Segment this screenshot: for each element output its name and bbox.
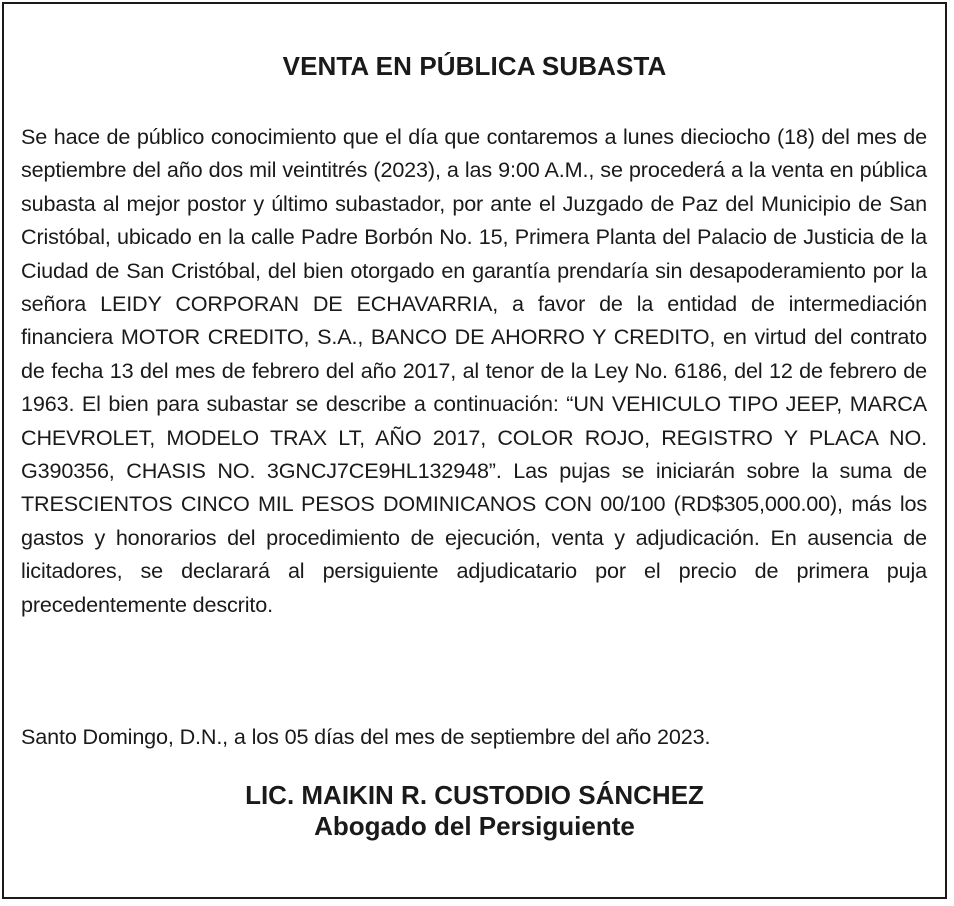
notice-body: Se hace de público conocimiento que el día que contaremos a lunes dieciocho (18) del mes de septiembre del año dos mil veintitrés (2023), a las 9:00 A.M., se procederá a la venta en pública subasta al mejor postor y último subastador, por ante el Juzgado de Paz del Municipio de San Cristóbal, ubicado en la calle Padre Borbón No. 15, Primera Planta del Palacio de Justicia de la Ciudad de San Cristóbal, del bien otorgado en garantía prendaría sin desapoderamiento por la señora LEIDY CORPORAN DE ECHAVARRIA, a favor de la entidad de intermediación financiera MOTOR CREDITO, S.A., BANCO DE AHORRO Y CREDITO, en virtud del contrato de fecha 13 del mes de febrero del año 2017, al tenor de la Ley No. 6186, del 12 de febrero de 1963. El bien para subastar se describe a continuación: “UN VEHICULO TIPO JEEP, MARCA CHEVROLET, MODELO TRAX LT, AÑO 2017, COLOR ROJO, REGISTRO Y PLACA NO. G390356, CHASIS NO. 3GNCJ7CE9HL132948”. Las pujas se iniciarán sobre la suma de TRESCIENTOS CINCO MIL PESOS DOMINICANOS CON 00/100 (RD$305,000.00), más los gastos y honorarios del procedimiento de ejecución, venta y adjudicación. En ausencia de licitadores, se declarará al persiguiente adjudicatario por el precio de primera puja precedentemente descrito. bbox=[21, 124, 927, 617]
signature-role: Abogado del Persiguiente bbox=[314, 811, 635, 841]
notice-frame bbox=[2, 2, 947, 899]
date-line: Santo Domingo, D.N., a los 05 días del mes de septiembre del año 2023. bbox=[21, 724, 711, 749]
notice-title: VENTA EN PÚBLICA SUBASTA bbox=[282, 51, 667, 81]
signature-block bbox=[4, 780, 945, 842]
signature-name: LIC. MAIKIN R. CUSTODIO SÁNCHEZ bbox=[245, 780, 704, 810]
